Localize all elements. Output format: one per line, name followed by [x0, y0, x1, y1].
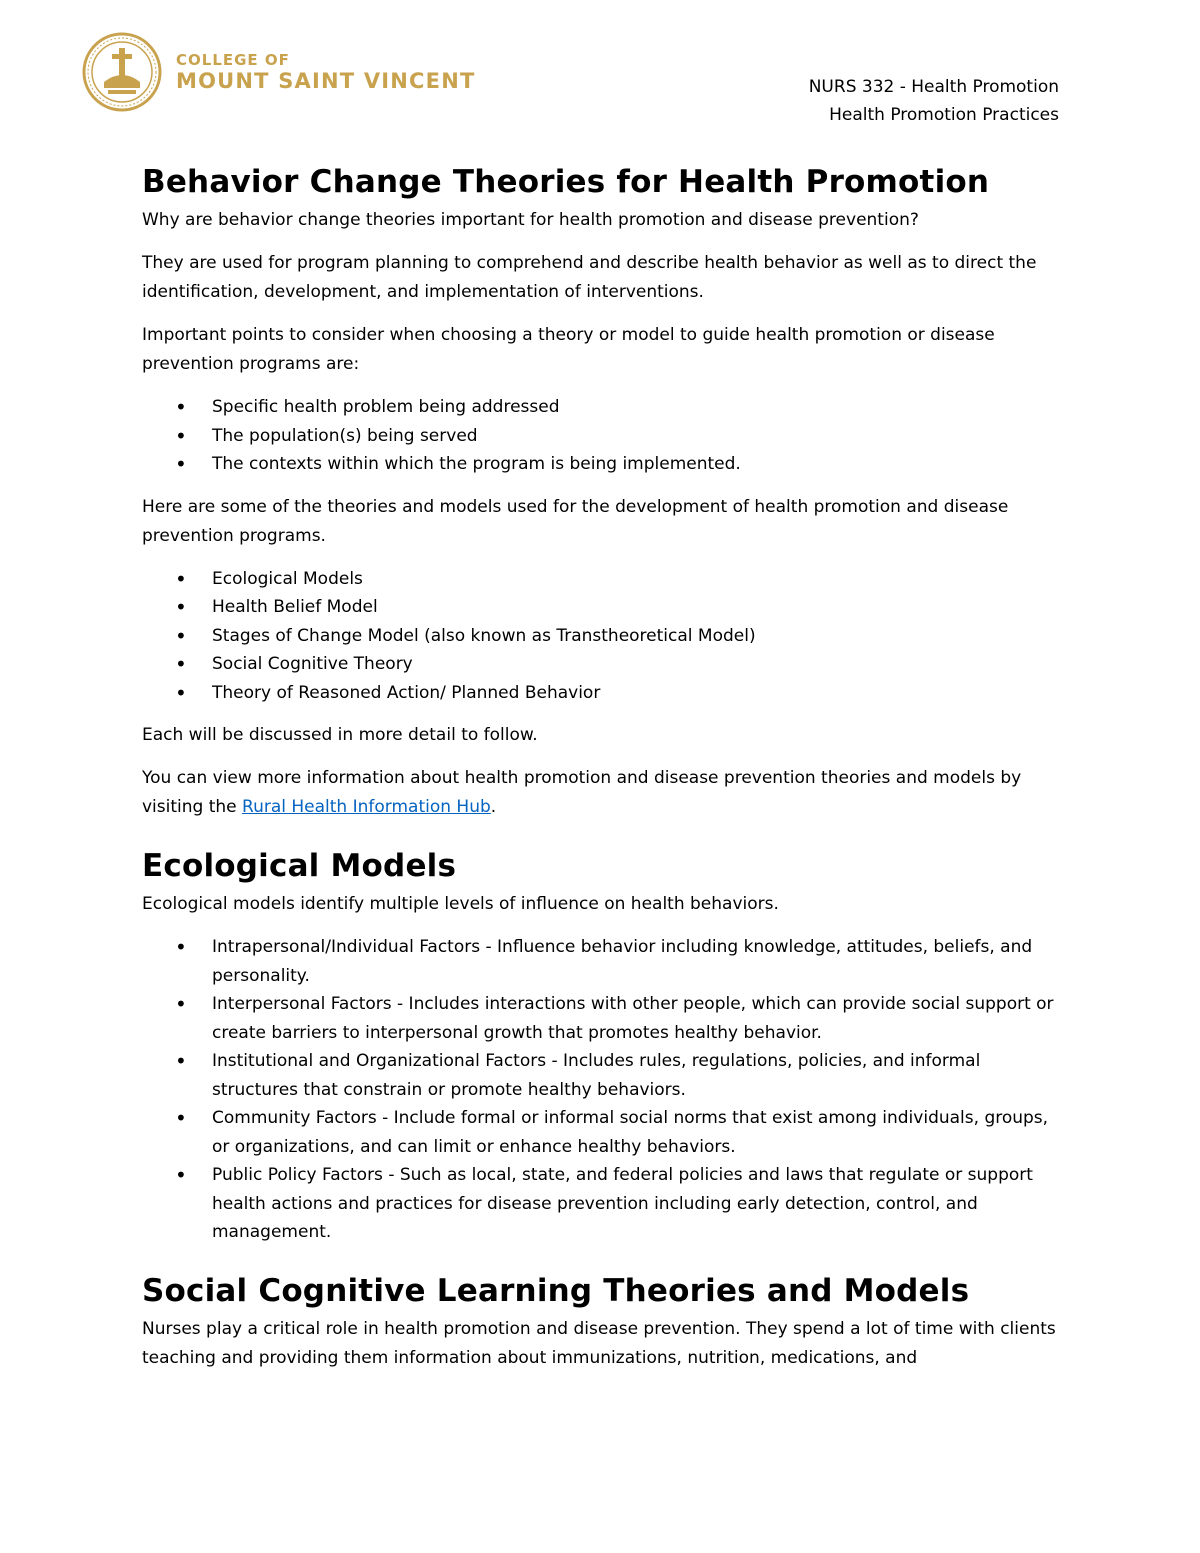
college-name-line1: COLLEGE OF — [176, 51, 290, 69]
list-item: • Specific health problem being addressed — [212, 393, 1062, 422]
college-name-line2: MOUNT SAINT VINCENT — [176, 69, 476, 93]
ecological-factors-list — [142, 933, 1062, 1247]
paragraph: Why are behavior change theories important for health promotion and disease prevention? — [142, 210, 919, 230]
theories-list — [142, 565, 1062, 708]
list-item: • Theory of Reasoned Action/ Planned Behavior — [212, 679, 1062, 708]
paragraph-with-link — [142, 764, 1062, 822]
course-title: NURS 332 - Health Promotion — [808, 77, 1059, 97]
considerations-list — [142, 393, 1062, 479]
paragraph: Important points to consider when choosing a theory or model to guide health promotion or disease prevention programs are: — [142, 325, 995, 374]
college-seal-icon — [82, 32, 162, 112]
section-heading-behavior-change: Behavior Change Theories for Health Promotion — [142, 164, 990, 200]
list-item: • Interpersonal Factors - Includes interactions with other people, which can provide social support or create barriers to interpersonal growth that promotes healthy behavior. — [212, 990, 1062, 1047]
list-item: • Health Belief Model — [212, 593, 1062, 622]
document-header — [809, 73, 1059, 129]
list-item: • Stages of Change Model (also known as Transtheoretical Model) — [212, 622, 1062, 651]
list-item: • The contexts within which the program is being implemented. — [212, 450, 1062, 479]
list-item: • Ecological Models — [212, 565, 1062, 594]
list-item: • Public Policy Factors - Such as local, state, and federal policies and laws that regulate or support health actions and practices for disease prevention including early detection, control, and management. — [212, 1161, 1062, 1247]
paragraph: They are used for program planning to comprehend and describe health behavior as well as to direct the identification, development, and implementation of interventions. — [142, 253, 1037, 302]
link-lead-text: You can view more information about health promotion and disease prevention theories and models by visiting the — [142, 768, 1022, 817]
section-heading-social-cognitive: Social Cognitive Learning Theories and Models — [142, 1272, 970, 1309]
link-trailing-text: . — [490, 797, 497, 817]
list-item: • Institutional and Organizational Factors - Includes rules, regulations, policies, and informal structures that constrain or promote healthy behaviors. — [212, 1047, 1062, 1104]
college-logo — [82, 30, 476, 114]
list-item: • Intrapersonal/Individual Factors - Influence behavior including knowledge, attitudes, beliefs, and personality. — [212, 933, 1062, 990]
list-item: • The population(s) being served — [212, 422, 1062, 451]
section-heading-ecological-models: Ecological Models — [142, 848, 457, 884]
list-item: • Community Factors - Include formal or informal social norms that exist among individuals, groups, or organizations, and can limit or enhance healthy behaviors. — [212, 1104, 1062, 1161]
paragraph: Ecological models identify multiple levels of influence on health behaviors. — [142, 894, 779, 914]
course-subtitle: Health Promotion Practices — [829, 105, 1059, 125]
paragraph: Here are some of the theories and models used for the development of health promotion and disease prevention programs. — [142, 496, 1009, 546]
rural-health-information-hub-link[interactable]: Rural Health Information Hub — [242, 797, 491, 817]
paragraph: Each will be discussed in more detail to follow. — [142, 725, 538, 745]
college-name — [176, 51, 476, 93]
document-body — [142, 158, 1062, 1387]
paragraph: Nurses play a critical role in health promotion and disease prevention. They spend a lot of time with clients teaching and providing them information about immunizations, nutrition, medications, and — [142, 1318, 1056, 1368]
list-item: • Social Cognitive Theory — [212, 650, 1062, 679]
